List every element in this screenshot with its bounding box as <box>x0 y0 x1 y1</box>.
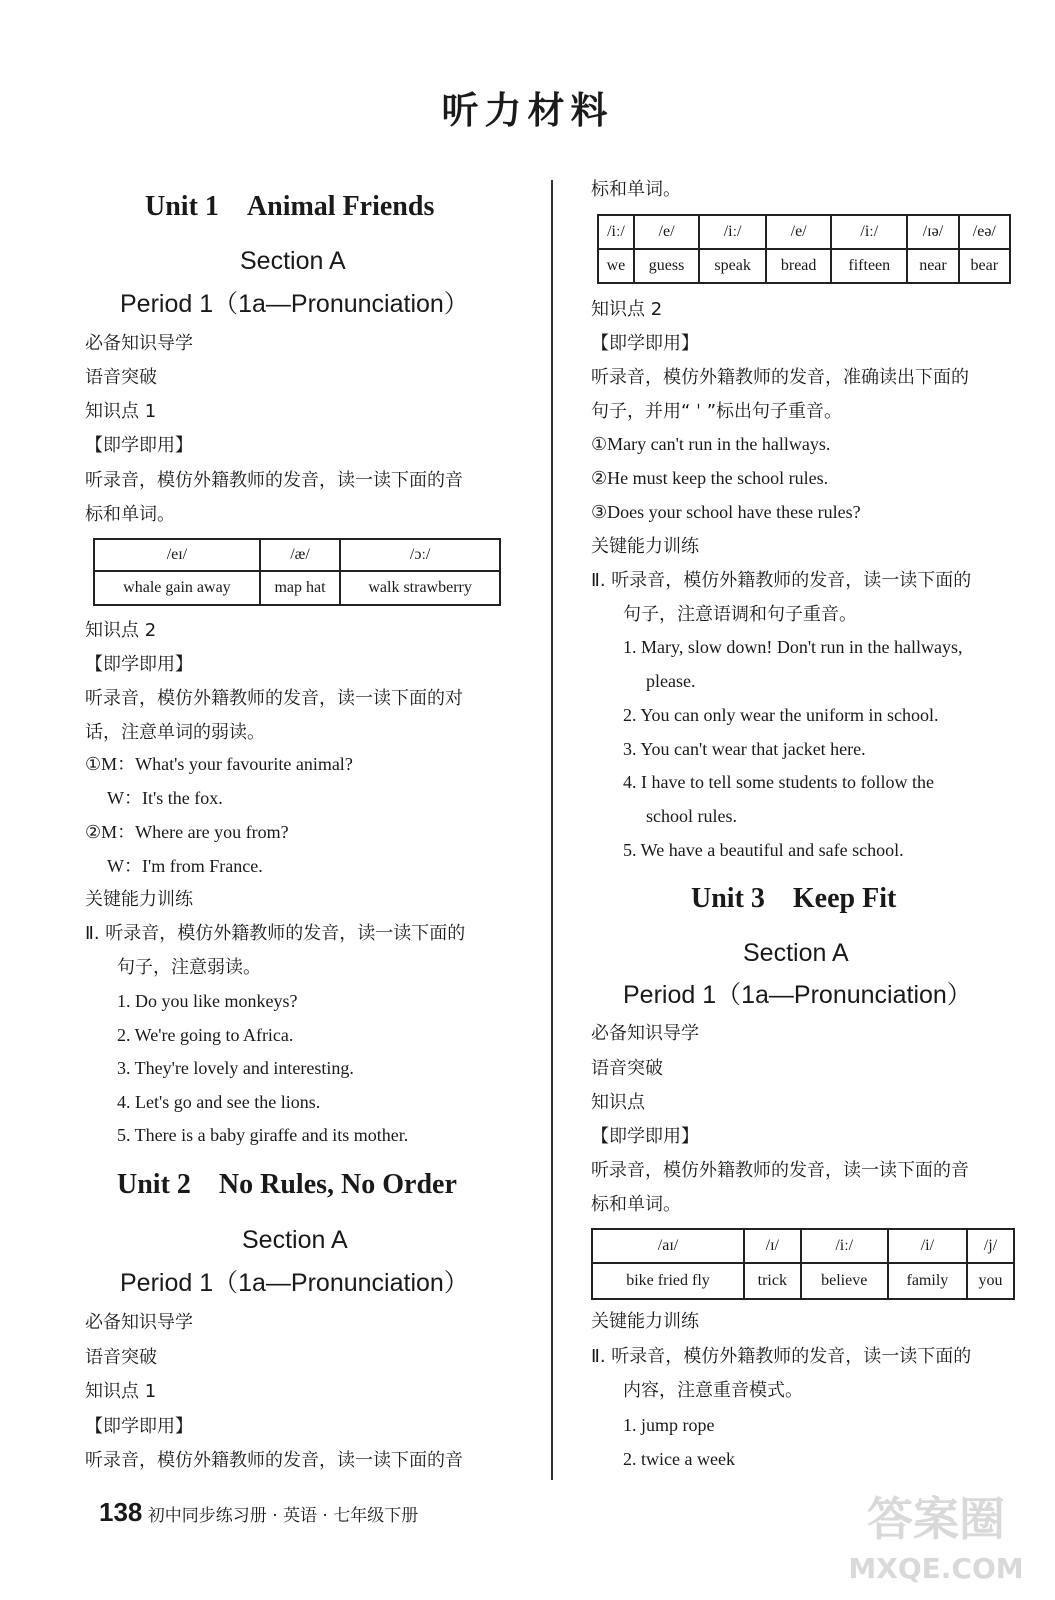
jixue-label: 【即学即用】 <box>591 333 699 354</box>
instruction-line: 听录音，模仿外籍教师的发音，读一读下面的音 <box>591 1160 969 1181</box>
table-cell: /e/ <box>766 215 831 249</box>
unit3-title: Unit 3 Keep Fit <box>691 883 897 914</box>
book-title: 初中同步练习册 · 英语 · 七年级下册 <box>147 1506 419 1526</box>
table-cell: trick <box>744 1263 801 1299</box>
table-cell: /aɪ/ <box>592 1229 744 1263</box>
table-cell: believe <box>801 1263 888 1299</box>
table-cell: bread <box>766 249 831 283</box>
sentence-item: 4. I have to tell some students to follow the <box>623 772 934 792</box>
table-cell: /ɪə/ <box>907 215 958 249</box>
table-cell: /i/ <box>888 1229 967 1263</box>
phonetic-table-unit1 <box>93 538 501 606</box>
table-cell: bear <box>959 249 1010 283</box>
table-cell: map hat <box>260 571 340 605</box>
heading-bibei: 必备知识导学 <box>591 1023 699 1044</box>
dialog-line: W：I'm from France. <box>107 856 263 876</box>
table-cell: /eə/ <box>959 215 1010 249</box>
instruction-line: 句子，并用“ ˈ ”标出句子重音。 <box>591 401 843 422</box>
column-divider <box>551 180 553 1480</box>
stress-sentence: ②He must keep the school rules. <box>591 468 829 488</box>
table-cell: near <box>907 249 958 283</box>
instruction-line: 标和单词。 <box>85 504 175 525</box>
unit3-section: Section A <box>743 939 849 967</box>
table-cell: /e/ <box>634 215 699 249</box>
table-cell: /iː/ <box>831 215 907 249</box>
table-cell: /ɪ/ <box>744 1229 801 1263</box>
sentence-item: 2. twice a week <box>623 1449 735 1469</box>
phonetic-table-unit3 <box>591 1228 1015 1300</box>
watermark-top-text: 答案圈 <box>867 1492 1005 1546</box>
unit2-period: Period 1（1a—Pronunciation） <box>120 1269 469 1297</box>
watermark-logo <box>826 1480 1046 1590</box>
heading-guanjian: 关键能力训练 <box>85 889 193 910</box>
sentence-item: 3. They're lovely and interesting. <box>117 1058 354 1078</box>
heading-bibei: 必备知识导学 <box>85 1312 193 1333</box>
page-number: 138 <box>99 1497 143 1527</box>
page-title: 听力材料 <box>441 89 614 132</box>
watermark-bottom-text: MXQE.COM <box>848 1552 1024 1585</box>
instruction-line: 听录音，模仿外籍教师的发音，读一读下面的音 <box>85 470 463 491</box>
jixue-label: 【即学即用】 <box>85 435 193 456</box>
unit1-title: Unit 1 Animal Friends <box>145 191 435 222</box>
table-cell: you <box>967 1263 1014 1299</box>
heading-bibei: 必备知识导学 <box>85 333 193 354</box>
table-cell: guess <box>634 249 699 283</box>
exercise-line: Ⅱ. 听录音，模仿外籍教师的发音，读一读下面的 <box>85 923 466 944</box>
table-cell: /eɪ/ <box>94 539 260 571</box>
sentence-item: 2. We're going to Africa. <box>117 1025 294 1045</box>
table-cell: family <box>888 1263 967 1299</box>
dialog-line: W：It's the fox. <box>107 788 223 808</box>
exercise-line: 句子，注意语调和句子重音。 <box>623 604 857 625</box>
table-cell: /j/ <box>967 1229 1014 1263</box>
unit1-period: Period 1（1a—Pronunciation） <box>120 290 469 318</box>
table-cell: /iː/ <box>598 215 634 249</box>
dialog-line: ②M：Where are you from? <box>85 822 289 842</box>
knowledge-point-2: 知识点 2 <box>591 299 663 320</box>
table-cell: fifteen <box>831 249 907 283</box>
sentence-item: 5. There is a baby giraffe and its mother. <box>117 1125 409 1145</box>
continued-line: 标和单词。 <box>591 179 681 200</box>
exercise-line: Ⅱ. 听录音，模仿外籍教师的发音，读一读下面的 <box>591 570 972 591</box>
instruction-line: 听录音，模仿外籍教师的发音，准确读出下面的 <box>591 367 969 388</box>
table-cell: /iː/ <box>699 215 766 249</box>
page-footer <box>99 1497 418 1528</box>
sentence-item: school rules. <box>646 806 737 826</box>
exercise-line: 句子，注意弱读。 <box>117 957 261 978</box>
exercise-line: 内容，注意重音模式。 <box>623 1380 803 1401</box>
instruction-line: 听录音，模仿外籍教师的发音，读一读下面的音 <box>85 1450 463 1471</box>
unit2-title: Unit 2 No Rules, No Order <box>117 1169 457 1200</box>
table-cell: /iː/ <box>801 1229 888 1263</box>
table-cell: bike fried fly <box>592 1263 744 1299</box>
table-cell: speak <box>699 249 766 283</box>
dialog-line: ①M：What's your favourite animal? <box>85 754 353 774</box>
table-cell: /ɔː/ <box>340 539 500 571</box>
knowledge-point-1: 知识点 1 <box>85 1381 157 1402</box>
heading-yuyin: 语音突破 <box>85 1347 157 1368</box>
heading-yuyin: 语音突破 <box>591 1058 663 1079</box>
instruction-line: 标和单词。 <box>591 1194 681 1215</box>
stress-sentence: ①Mary can't run in the hallways. <box>591 434 831 454</box>
knowledge-point-1: 知识点 1 <box>85 401 157 422</box>
sentence-item: 1. jump rope <box>623 1415 715 1435</box>
sentence-item: please. <box>646 671 696 691</box>
table-cell: whale gain away <box>94 571 260 605</box>
heading-guanjian: 关键能力训练 <box>591 1311 699 1332</box>
knowledge-point-2: 知识点 2 <box>85 620 157 641</box>
sentence-item: 3. You can't wear that jacket here. <box>623 739 866 759</box>
exercise-line: Ⅱ. 听录音，模仿外籍教师的发音，读一读下面的 <box>591 1346 972 1367</box>
heading-guanjian: 关键能力训练 <box>591 536 699 557</box>
sentence-item: 1. Mary, slow down! Don't run in the hallways, <box>623 637 963 657</box>
phonetic-table-unit2 <box>597 214 1011 284</box>
sentence-item: 5. We have a beautiful and safe school. <box>623 840 904 860</box>
sentence-item: 4. Let's go and see the lions. <box>117 1092 321 1112</box>
unit1-section: Section A <box>240 247 346 275</box>
jixue-label: 【即学即用】 <box>85 1416 193 1437</box>
jixue-label: 【即学即用】 <box>591 1126 699 1147</box>
table-cell: /æ/ <box>260 539 340 571</box>
instruction-line: 话，注意单词的弱读。 <box>85 722 265 743</box>
table-cell: we <box>598 249 634 283</box>
table-cell: walk strawberry <box>340 571 500 605</box>
stress-sentence: ③Does your school have these rules? <box>591 502 861 522</box>
sentence-item: 1. Do you like monkeys? <box>117 991 298 1011</box>
heading-yuyin: 语音突破 <box>85 367 157 388</box>
knowledge-point: 知识点 <box>591 1092 645 1113</box>
jixue-label: 【即学即用】 <box>85 654 193 675</box>
unit2-section: Section A <box>242 1226 348 1254</box>
sentence-item: 2. You can only wear the uniform in school. <box>623 705 939 725</box>
instruction-line: 听录音，模仿外籍教师的发音，读一读下面的对 <box>85 688 463 709</box>
unit3-period: Period 1（1a—Pronunciation） <box>623 981 972 1009</box>
